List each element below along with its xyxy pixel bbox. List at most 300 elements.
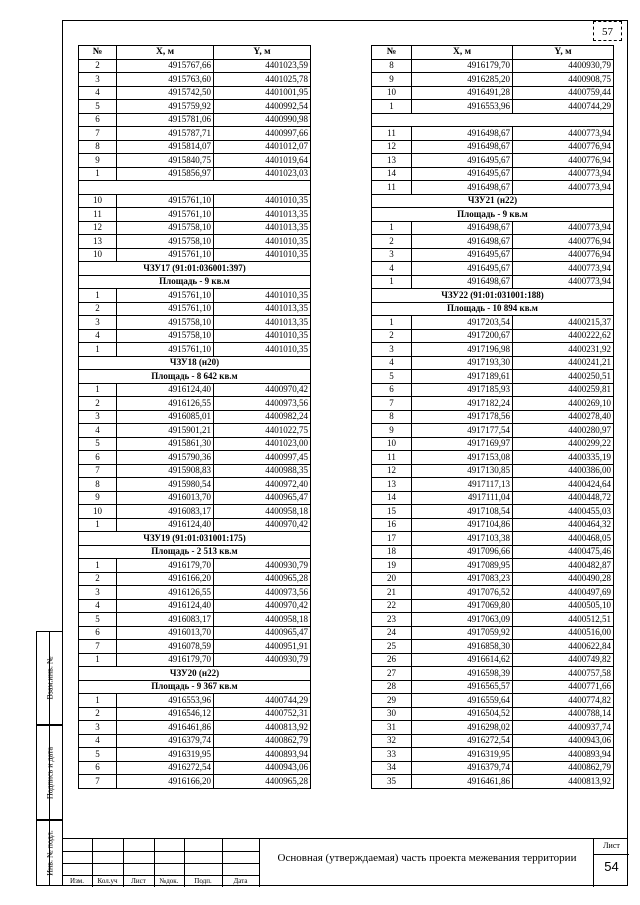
point-number-cell: 3 xyxy=(79,586,117,600)
point-number-cell: 5 xyxy=(79,100,117,114)
table-row xyxy=(372,505,614,519)
section-title: Площадь - 9 кв.м xyxy=(372,208,614,222)
point-number-cell: 1 xyxy=(372,275,412,289)
x-coordinate-cell: 4917178,56 xyxy=(412,410,513,424)
x-coordinate-cell: 4917203,54 xyxy=(412,316,513,330)
point-number-cell: 1 xyxy=(79,653,117,667)
x-coordinate-cell: 4916013,70 xyxy=(117,626,214,640)
x-coordinate-cell: 4916498,67 xyxy=(412,235,513,249)
point-number-cell: 4 xyxy=(79,424,117,438)
x-coordinate-cell: 4917059,92 xyxy=(412,626,513,640)
y-coordinate-cell: 4400744,29 xyxy=(214,694,311,708)
y-coordinate-cell: 4400516,00 xyxy=(513,626,614,640)
y-coordinate-cell: 4400424,64 xyxy=(513,478,614,492)
y-coordinate-cell: 4400893,94 xyxy=(214,748,311,762)
table-row xyxy=(372,154,614,168)
table-row xyxy=(79,640,311,654)
table-header-row xyxy=(79,46,311,60)
point-number-cell: 10 xyxy=(79,505,117,519)
x-coordinate-cell: 4916083,17 xyxy=(117,505,214,519)
x-coordinate-cell: 4916504,52 xyxy=(412,707,513,721)
side-strip-podpis xyxy=(36,725,62,820)
point-number-cell: 11 xyxy=(372,181,412,195)
point-number-cell: 8 xyxy=(372,59,412,73)
section-title-row xyxy=(372,194,614,208)
point-number-cell: 1 xyxy=(79,167,117,181)
point-number-cell: 13 xyxy=(79,235,117,249)
x-coordinate-cell: 4916491,28 xyxy=(412,86,513,100)
section-title: ЧЗУ17 (91:01:036001:397) xyxy=(79,262,311,276)
table-row xyxy=(79,653,311,667)
point-number-cell: 6 xyxy=(79,761,117,775)
x-coordinate-cell: 4916461,86 xyxy=(117,721,214,735)
stamp-col-list: Лист xyxy=(131,877,146,885)
stamp-col-podp: Подп. xyxy=(194,877,212,885)
y-coordinate-cell: 4401013,35 xyxy=(214,208,311,222)
y-coordinate-cell: 4401010,35 xyxy=(214,248,311,262)
x-coordinate-cell: 4916498,67 xyxy=(412,140,513,154)
x-coordinate-cell: 4915856,97 xyxy=(117,167,214,181)
x-coordinate-cell: 4916553,96 xyxy=(412,100,513,114)
table-row xyxy=(79,464,311,478)
x-coordinate-cell: 4916495,67 xyxy=(412,154,513,168)
y-coordinate-cell: 4400788,14 xyxy=(513,707,614,721)
x-coordinate-cell: 4915787,71 xyxy=(117,127,214,141)
x-coordinate-cell: 4917108,54 xyxy=(412,505,513,519)
point-number-cell: 8 xyxy=(79,140,117,154)
y-coordinate-cell: 4400278,40 xyxy=(513,410,614,424)
section-title: ЧЗУ21 (н22) xyxy=(372,194,614,208)
y-coordinate-cell: 4400973,56 xyxy=(214,397,311,411)
x-coordinate-cell: 4916083,17 xyxy=(117,613,214,627)
y-coordinate-cell: 4400505,10 xyxy=(513,599,614,613)
x-coordinate-cell: 4916124,40 xyxy=(117,599,214,613)
x-coordinate-cell: 4915761,10 xyxy=(117,289,214,303)
point-number-cell: 1 xyxy=(79,559,117,573)
point-number-cell: 5 xyxy=(79,437,117,451)
y-coordinate-cell: 4401023,59 xyxy=(214,59,311,73)
point-number-cell: 11 xyxy=(372,451,412,465)
table-row xyxy=(372,599,614,613)
y-coordinate-cell: 4400497,69 xyxy=(513,586,614,600)
y-coordinate-cell: 4401025,78 xyxy=(214,73,311,87)
x-coordinate-cell: 4916379,74 xyxy=(117,734,214,748)
table-header-row xyxy=(372,46,614,60)
table-row xyxy=(372,586,614,600)
table-row xyxy=(79,59,311,73)
point-number-cell: 1 xyxy=(372,100,412,114)
y-coordinate-cell: 4400965,47 xyxy=(214,626,311,640)
point-number-cell: 34 xyxy=(372,761,412,775)
x-coordinate-cell: 4917076,52 xyxy=(412,586,513,600)
point-number-cell: 26 xyxy=(372,653,412,667)
point-number-cell: 4 xyxy=(79,329,117,343)
y-coordinate-cell: 4400988,35 xyxy=(214,464,311,478)
y-coordinate-cell: 4400448,72 xyxy=(513,491,614,505)
x-coordinate-cell: 4916179,70 xyxy=(117,653,214,667)
y-coordinate-cell: 4400482,87 xyxy=(513,559,614,573)
table-row xyxy=(372,140,614,154)
point-number-cell: 11 xyxy=(79,208,117,222)
y-coordinate-cell: 4401023,03 xyxy=(214,167,311,181)
x-coordinate-cell: 4917069,80 xyxy=(412,599,513,613)
x-coordinate-cell: 4916379,74 xyxy=(412,761,513,775)
point-number-cell: 2 xyxy=(79,59,117,73)
table-row xyxy=(79,221,311,235)
point-number-cell: 10 xyxy=(372,86,412,100)
x-coordinate-cell: 4915763,60 xyxy=(117,73,214,87)
y-coordinate-cell: 4401010,35 xyxy=(214,329,311,343)
x-coordinate-cell: 4915761,10 xyxy=(117,343,214,357)
table-row xyxy=(372,356,614,370)
column-header-x: X, м xyxy=(117,46,214,60)
y-coordinate-cell: 4400490,28 xyxy=(513,572,614,586)
section-title: ЧЗУ20 (н22) xyxy=(79,667,311,681)
table-row xyxy=(372,572,614,586)
point-number-cell: 9 xyxy=(79,491,117,505)
y-coordinate-cell: 4401010,35 xyxy=(214,343,311,357)
x-coordinate-cell: 4915767,66 xyxy=(117,59,214,73)
point-number-cell: 12 xyxy=(372,140,412,154)
point-number-cell: 32 xyxy=(372,734,412,748)
point-number-cell: 6 xyxy=(79,626,117,640)
title-block xyxy=(62,838,628,887)
point-number-cell: 7 xyxy=(372,397,412,411)
table-row xyxy=(79,437,311,451)
x-coordinate-cell: 4917177,54 xyxy=(412,424,513,438)
section-title: Площадь - 9 кв.м xyxy=(79,275,311,289)
table-row xyxy=(372,532,614,546)
y-coordinate-cell: 4401013,35 xyxy=(214,316,311,330)
x-coordinate-cell: 4916546,12 xyxy=(117,707,214,721)
x-coordinate-cell: 4916124,40 xyxy=(117,383,214,397)
table-row xyxy=(372,626,614,640)
point-number-cell: 2 xyxy=(79,397,117,411)
x-coordinate-cell: 4916285,20 xyxy=(412,73,513,87)
y-coordinate-cell: 4400973,56 xyxy=(214,586,311,600)
point-number-cell: 20 xyxy=(372,572,412,586)
y-coordinate-cell: 4400215,37 xyxy=(513,316,614,330)
x-coordinate-cell: 4917103,38 xyxy=(412,532,513,546)
coordinates-table-left xyxy=(78,45,311,789)
point-number-cell: 24 xyxy=(372,626,412,640)
x-coordinate-cell: 4915814,07 xyxy=(117,140,214,154)
section-title-row xyxy=(79,680,311,694)
y-coordinate-cell: 4400752,31 xyxy=(214,707,311,721)
section-title-row xyxy=(79,356,311,370)
table-row xyxy=(372,127,614,141)
table-row xyxy=(79,343,311,357)
table-row xyxy=(372,694,614,708)
point-number-cell: 1 xyxy=(79,343,117,357)
point-number-cell: 1 xyxy=(79,694,117,708)
point-number-cell: 19 xyxy=(372,559,412,573)
table-row xyxy=(372,464,614,478)
y-coordinate-cell: 4401012,07 xyxy=(214,140,311,154)
point-number-cell: 25 xyxy=(372,640,412,654)
y-coordinate-cell: 4400512,51 xyxy=(513,613,614,627)
point-number-cell: 6 xyxy=(79,451,117,465)
point-number-cell: 2 xyxy=(79,572,117,586)
y-coordinate-cell: 4400280,97 xyxy=(513,424,614,438)
y-coordinate-cell: 4401023,00 xyxy=(214,437,311,451)
x-coordinate-cell: 4917189,61 xyxy=(412,370,513,384)
table-row xyxy=(372,653,614,667)
point-number-cell: 17 xyxy=(372,532,412,546)
section-title-row xyxy=(79,532,311,546)
point-number-cell: 3 xyxy=(372,343,412,357)
y-coordinate-cell: 4400930,79 xyxy=(214,559,311,573)
point-number-cell: 6 xyxy=(79,113,117,127)
x-coordinate-cell: 4915908,83 xyxy=(117,464,214,478)
coordinates-table-right xyxy=(371,45,614,789)
table-row xyxy=(372,667,614,681)
point-number-cell: 12 xyxy=(79,221,117,235)
point-number-cell: 9 xyxy=(372,424,412,438)
table-row xyxy=(372,640,614,654)
column-header-y: Y, м xyxy=(513,46,614,60)
column-header-number: № xyxy=(79,46,117,60)
table-row xyxy=(79,707,311,721)
y-coordinate-cell: 4400776,94 xyxy=(513,140,614,154)
point-number-cell: 22 xyxy=(372,599,412,613)
y-coordinate-cell: 4401010,35 xyxy=(214,235,311,249)
section-title-row xyxy=(79,275,311,289)
table-row xyxy=(79,518,311,532)
column-header-x: X, м xyxy=(412,46,513,60)
table-row xyxy=(79,559,311,573)
x-coordinate-cell: 4917117,13 xyxy=(412,478,513,492)
x-coordinate-cell: 4915759,92 xyxy=(117,100,214,114)
x-coordinate-cell: 4915861,30 xyxy=(117,437,214,451)
x-coordinate-cell: 4916495,67 xyxy=(412,167,513,181)
y-coordinate-cell: 4400757,58 xyxy=(513,667,614,681)
point-number-cell: 9 xyxy=(372,73,412,87)
point-number-cell: 4 xyxy=(372,356,412,370)
blank-cell xyxy=(79,181,311,195)
table-row xyxy=(372,248,614,262)
point-number-cell: 10 xyxy=(79,194,117,208)
y-coordinate-cell: 4400749,82 xyxy=(513,653,614,667)
document-title: Основная (утверждаемая) часть проекта межевания территории xyxy=(277,852,577,864)
y-coordinate-cell: 4401001,95 xyxy=(214,86,311,100)
y-coordinate-cell: 4401013,35 xyxy=(214,221,311,235)
x-coordinate-cell: 4917104,86 xyxy=(412,518,513,532)
y-coordinate-cell: 4400464,32 xyxy=(513,518,614,532)
x-coordinate-cell: 4916495,67 xyxy=(412,248,513,262)
x-coordinate-cell: 4915781,06 xyxy=(117,113,214,127)
point-number-cell: 8 xyxy=(372,410,412,424)
table-row xyxy=(372,518,614,532)
section-title-row xyxy=(79,667,311,681)
point-number-cell: 4 xyxy=(79,734,117,748)
y-coordinate-cell: 4400862,79 xyxy=(513,761,614,775)
x-coordinate-cell: 4916461,86 xyxy=(412,775,513,789)
x-coordinate-cell: 4916553,96 xyxy=(117,694,214,708)
table-row xyxy=(372,73,614,87)
point-number-cell: 2 xyxy=(372,329,412,343)
y-coordinate-cell: 4400773,94 xyxy=(513,127,614,141)
x-coordinate-cell: 4917089,95 xyxy=(412,559,513,573)
table-row xyxy=(372,167,614,181)
section-title-row xyxy=(372,208,614,222)
x-coordinate-cell: 4916126,55 xyxy=(117,586,214,600)
table-row xyxy=(79,586,311,600)
point-number-cell: 6 xyxy=(372,383,412,397)
section-title-row xyxy=(372,289,614,303)
point-number-cell: 16 xyxy=(372,518,412,532)
y-coordinate-cell: 4400773,94 xyxy=(513,181,614,195)
table-row xyxy=(79,478,311,492)
x-coordinate-cell: 4916498,67 xyxy=(412,181,513,195)
y-coordinate-cell: 4400943,06 xyxy=(214,761,311,775)
point-number-cell: 11 xyxy=(372,127,412,141)
y-coordinate-cell: 4400774,82 xyxy=(513,694,614,708)
x-coordinate-cell: 4915758,10 xyxy=(117,329,214,343)
y-coordinate-cell: 4400943,06 xyxy=(513,734,614,748)
table-row xyxy=(372,680,614,694)
side-label-inv: Инв. № подл. xyxy=(45,830,54,876)
table-row xyxy=(372,545,614,559)
x-coordinate-cell: 4916166,20 xyxy=(117,775,214,789)
x-coordinate-cell: 4916078,59 xyxy=(117,640,214,654)
point-number-cell: 12 xyxy=(372,464,412,478)
section-title: Площадь - 10 894 кв.м xyxy=(372,302,614,316)
table-row xyxy=(372,491,614,505)
point-number-cell: 1 xyxy=(79,289,117,303)
table-row xyxy=(372,181,614,195)
y-coordinate-cell: 4400241,21 xyxy=(513,356,614,370)
x-coordinate-cell: 4917182,24 xyxy=(412,397,513,411)
x-coordinate-cell: 4917169,97 xyxy=(412,437,513,451)
point-number-cell: 3 xyxy=(372,248,412,262)
point-number-cell: 14 xyxy=(372,167,412,181)
section-title-row xyxy=(79,262,311,276)
x-coordinate-cell: 4916126,55 xyxy=(117,397,214,411)
y-coordinate-cell: 4400970,42 xyxy=(214,599,311,613)
x-coordinate-cell: 4915761,10 xyxy=(117,248,214,262)
table-row xyxy=(79,100,311,114)
point-number-cell: 9 xyxy=(79,154,117,168)
table-row xyxy=(79,113,311,127)
x-coordinate-cell: 4917083,23 xyxy=(412,572,513,586)
table-row xyxy=(372,329,614,343)
table-row xyxy=(79,491,311,505)
table-row xyxy=(372,262,614,276)
table-row xyxy=(372,100,614,114)
table-row xyxy=(79,451,311,465)
section-title: ЧЗУ18 (н20) xyxy=(79,356,311,370)
y-coordinate-cell: 4400930,79 xyxy=(513,59,614,73)
y-coordinate-cell: 4400776,94 xyxy=(513,235,614,249)
x-coordinate-cell: 4916495,67 xyxy=(412,262,513,276)
table-row xyxy=(372,734,614,748)
x-coordinate-cell: 4916319,95 xyxy=(412,748,513,762)
point-number-cell: 10 xyxy=(79,248,117,262)
y-coordinate-cell: 4400475,46 xyxy=(513,545,614,559)
point-number-cell: 29 xyxy=(372,694,412,708)
table-row xyxy=(79,86,311,100)
section-title: Площадь - 8 642 кв.м xyxy=(79,370,311,384)
page-number-top: 57 xyxy=(593,21,622,41)
y-coordinate-cell: 4400231,92 xyxy=(513,343,614,357)
table-row xyxy=(372,343,614,357)
point-number-cell: 5 xyxy=(79,748,117,762)
stamp-col-koluch: Кол.уч xyxy=(97,877,118,885)
section-title: ЧЗУ19 (91:01:031001:175) xyxy=(79,532,311,546)
x-coordinate-cell: 4915758,10 xyxy=(117,235,214,249)
table-row xyxy=(372,707,614,721)
point-number-cell: 35 xyxy=(372,775,412,789)
x-coordinate-cell: 4917153,08 xyxy=(412,451,513,465)
table-row xyxy=(372,721,614,735)
table-row xyxy=(372,383,614,397)
x-coordinate-cell: 4917185,93 xyxy=(412,383,513,397)
table-row xyxy=(79,613,311,627)
x-coordinate-cell: 4916319,95 xyxy=(117,748,214,762)
x-coordinate-cell: 4917111,04 xyxy=(412,491,513,505)
table-row xyxy=(372,410,614,424)
table-row xyxy=(372,559,614,573)
table-row xyxy=(79,235,311,249)
y-coordinate-cell: 4400222,62 xyxy=(513,329,614,343)
point-number-cell: 2 xyxy=(372,235,412,249)
x-coordinate-cell: 4917130,85 xyxy=(412,464,513,478)
point-number-cell: 8 xyxy=(79,478,117,492)
point-number-cell: 13 xyxy=(372,478,412,492)
table-row xyxy=(79,194,311,208)
table-row xyxy=(79,599,311,613)
point-number-cell: 1 xyxy=(79,518,117,532)
y-coordinate-cell: 4400269,10 xyxy=(513,397,614,411)
section-title-row xyxy=(79,370,311,384)
x-coordinate-cell: 4915980,54 xyxy=(117,478,214,492)
x-coordinate-cell: 4917200,67 xyxy=(412,329,513,343)
y-coordinate-cell: 4400813,92 xyxy=(513,775,614,789)
sheet-number-box xyxy=(593,839,629,887)
blank-row xyxy=(372,113,614,127)
table-row xyxy=(79,505,311,519)
table-row xyxy=(79,734,311,748)
y-coordinate-cell: 4400965,28 xyxy=(214,572,311,586)
y-coordinate-cell: 4400958,18 xyxy=(214,613,311,627)
point-number-cell: 10 xyxy=(372,437,412,451)
y-coordinate-cell: 4400930,79 xyxy=(214,653,311,667)
point-number-cell: 23 xyxy=(372,613,412,627)
y-coordinate-cell: 4400773,94 xyxy=(513,221,614,235)
y-coordinate-cell: 4400773,94 xyxy=(513,262,614,276)
table-row xyxy=(372,748,614,762)
point-number-cell: 31 xyxy=(372,721,412,735)
stamp-col-izm: Изм. xyxy=(70,877,84,885)
x-coordinate-cell: 4917096,66 xyxy=(412,545,513,559)
table-row xyxy=(372,370,614,384)
y-coordinate-cell: 4400997,45 xyxy=(214,451,311,465)
y-coordinate-cell: 4400386,00 xyxy=(513,464,614,478)
table-row xyxy=(79,748,311,762)
x-coordinate-cell: 4915901,21 xyxy=(117,424,214,438)
section-title: ЧЗУ22 (91:01:031001:188) xyxy=(372,289,614,303)
x-coordinate-cell: 4915758,10 xyxy=(117,221,214,235)
table-row xyxy=(79,316,311,330)
y-coordinate-cell: 4400972,40 xyxy=(214,478,311,492)
table-row xyxy=(79,626,311,640)
table-row xyxy=(372,316,614,330)
point-number-cell: 3 xyxy=(79,410,117,424)
point-number-cell: 21 xyxy=(372,586,412,600)
stamp-col-data: Дата xyxy=(233,877,248,885)
section-title: Площадь - 9 367 кв.м xyxy=(79,680,311,694)
